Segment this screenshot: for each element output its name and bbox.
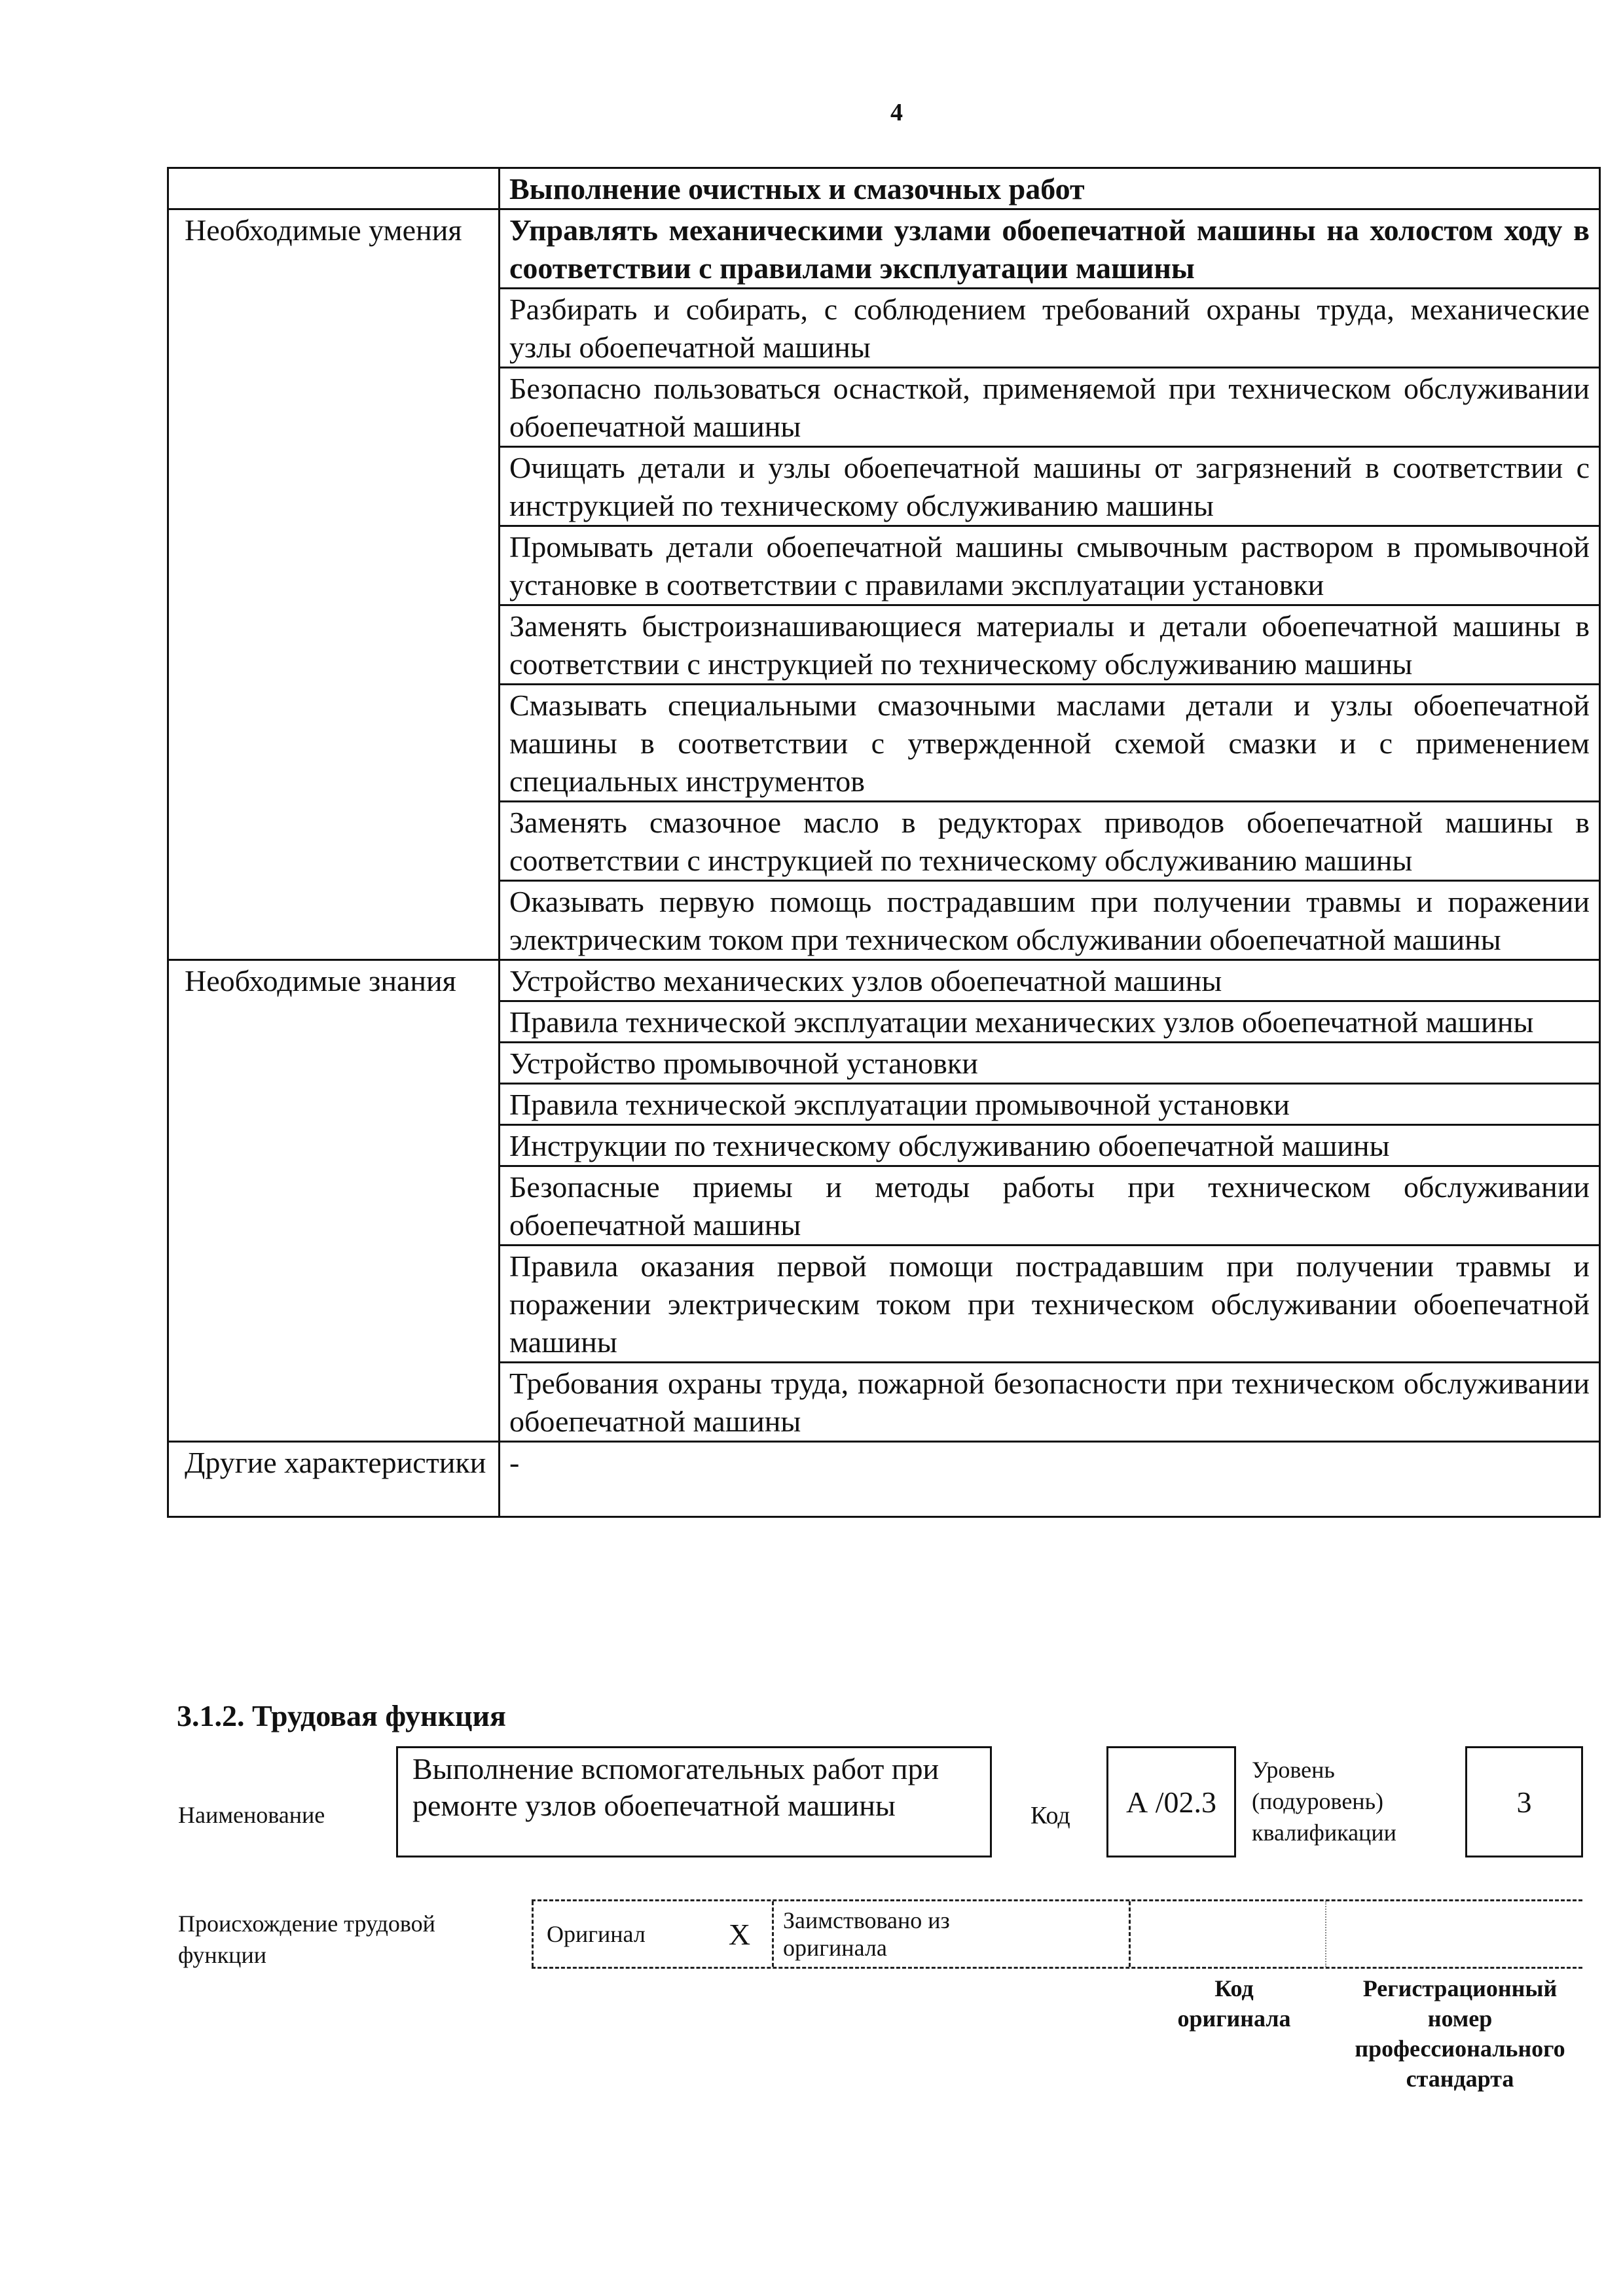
group-item: Устройство промывочной установки — [500, 1043, 1600, 1084]
origin-label-text: Происхождение трудовой функции — [178, 1910, 435, 1968]
group-label: Необходимые умения — [168, 209, 500, 960]
page-number: 4 — [890, 99, 903, 126]
group-label: Другие характеристики — [168, 1442, 500, 1517]
group-item: Правила технической эксплуатации промывочной установки — [500, 1084, 1600, 1125]
origin-original-mark: X — [707, 1901, 774, 1967]
table-header-row — [168, 168, 1600, 209]
group-label: Необходимые знания — [168, 960, 500, 1442]
group-item: Безопасно пользоваться оснасткой, применяемой при техническом обслуживании обоепечатной машины — [500, 368, 1600, 447]
requirements-table — [167, 167, 1601, 1518]
group-item: Разбирать и собирать, с соблюдением требований охраны труда, механические узлы обоепечатной машины — [500, 289, 1600, 368]
name-label: Наименование — [178, 1802, 325, 1828]
origin-original: Оригинал — [532, 1901, 707, 1967]
group-item: Управлять механическими узлами обоепечатной машины на холостом ходу в соответствии с правилами эксплуатации машины — [500, 209, 1600, 289]
group-item: - — [500, 1442, 1600, 1517]
level-value: 3 — [1465, 1746, 1583, 1857]
reg-caption: Регистрационный номер профессионального стандарта — [1355, 1975, 1565, 2092]
group-item: Инструкции по техническому обслуживанию обоепечатной машины — [500, 1125, 1600, 1166]
origin-reg-cell — [1325, 1901, 1327, 1967]
group-item: Безопасные приемы и методы работы при техническом обслуживании обоепечатной машины — [500, 1166, 1600, 1246]
group-item: Заменять быстроизнашивающиеся материалы и детали обоепечатной машины в соответствии с инструкцией по техническому обслуживанию машины — [500, 605, 1600, 685]
section-title: 3.1.2. Трудовая функция — [177, 1699, 506, 1732]
code-value: А /02.3 — [1106, 1746, 1236, 1857]
table-header-empty — [168, 168, 500, 209]
group-item: Правила оказания первой помощи пострадавшим при получении травмы и поражении электрическим током при техническом обслуживании обоепечатной машины — [500, 1246, 1600, 1363]
group-item: Заменять смазочное масло в редукторах приводов обоепечатной машины в соответствии с инструкцией по техническому обслуживанию машины — [500, 802, 1600, 881]
group-item: Оказывать первую помощь пострадавшим при получении травмы и поражении электрическим током при техническом обслуживании обоепечатной машины — [500, 881, 1600, 960]
origin-label — [178, 1908, 505, 1971]
table-header-text: Выполнение очистных и смазочных работ — [500, 168, 1600, 209]
origin-row — [532, 1899, 1582, 1969]
code-label: Код — [1030, 1802, 1070, 1829]
group-item: Правила технической эксплуатации механических узлов обоепечатной машины — [500, 1001, 1600, 1043]
origin-borrowed: Заимствовано из оригинала — [783, 1907, 950, 1961]
group-item: Смазывать специальными смазочными маслами детали и узлы обоепечатной машины в соответствии с утвержденной схемой смазки и с применением специальных инструментов — [500, 685, 1600, 802]
group-item: Очищать детали и узлы обоепечатной машины от загрязнений в соответствии с инструкцией по техническому обслуживанию машины — [500, 447, 1600, 526]
origin-code-cell — [1129, 1901, 1131, 1967]
name-value: Выполнение вспомогательных работ при ремонте узлов обоепечатной машины — [396, 1746, 992, 1857]
code-caption: Код оригинала — [1177, 1975, 1291, 2032]
group-item: Устройство механических узлов обоепечатной машины — [500, 960, 1600, 1001]
table-row — [168, 960, 1600, 1001]
level-label — [1252, 1754, 1442, 1848]
level-label-text: Уровень (подуровень) квалификации — [1252, 1757, 1396, 1846]
table-row — [168, 209, 1600, 289]
group-item: Требования охраны труда, пожарной безопасности при техническом обслуживании обоепечатной машины — [500, 1363, 1600, 1442]
table-row — [168, 1442, 1600, 1517]
group-item: Промывать детали обоепечатной машины смывочным раствором в промывочной установке в соответствии с правилами эксплуатации установки — [500, 526, 1600, 605]
